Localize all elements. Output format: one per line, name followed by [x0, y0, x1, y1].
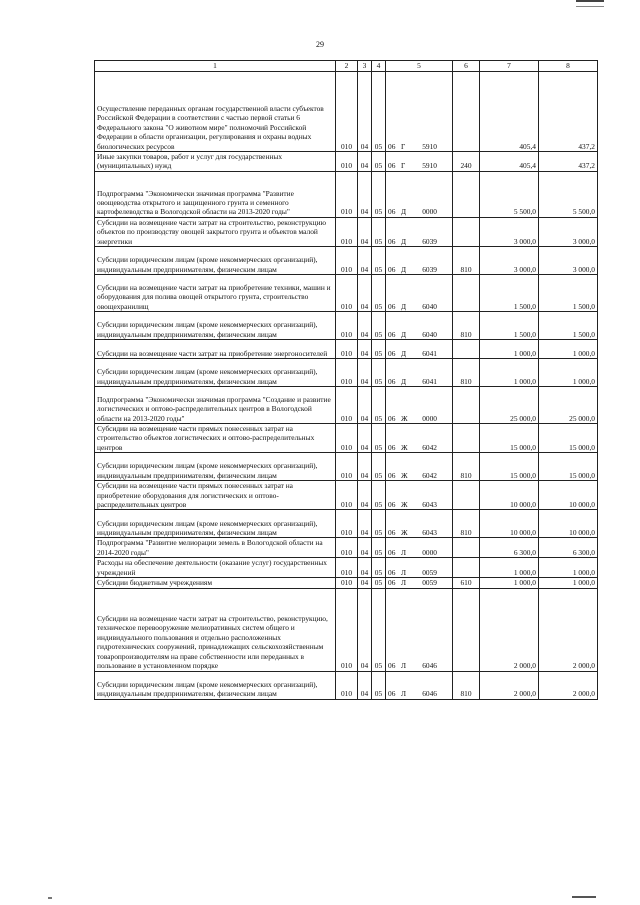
- table-row: [95, 424, 598, 453]
- amount-year-1: 3 000,0: [480, 247, 539, 275]
- table-row: [95, 588, 598, 671]
- target-article-part: Д: [401, 329, 407, 339]
- code-gp: 010: [336, 359, 358, 387]
- code-expense-type: [453, 558, 480, 578]
- column-header: 7: [480, 61, 539, 72]
- target-article-part: 06: [388, 567, 396, 577]
- amount-year-1: 15 000,0: [480, 424, 539, 453]
- amount-year-1: 1 500,0: [480, 312, 539, 340]
- code-gp: 010: [336, 510, 358, 538]
- amount-year-2: 5 500,0: [539, 171, 598, 217]
- row-name: Субсидии на возмещение части прямых понесенных затрат на приобретение оборудования для логистических и оптово-распределительных центров: [95, 481, 336, 510]
- amount-year-2: 1 000,0: [539, 578, 598, 588]
- code-section: 04: [358, 424, 372, 453]
- code-target-article: [386, 588, 453, 671]
- code-expense-type: [453, 588, 480, 671]
- target-article-part: 06: [388, 547, 396, 557]
- table-row: [95, 217, 598, 246]
- target-article-part: 6042: [422, 470, 437, 480]
- target-article-part: 06: [388, 141, 396, 151]
- scan-artifact-dot: [48, 897, 52, 899]
- target-article-part: Ж: [401, 528, 408, 538]
- table-row: [95, 312, 598, 340]
- target-article-part: 0000: [422, 413, 437, 423]
- column-header: 5: [386, 61, 453, 72]
- code-subsection: 05: [372, 453, 386, 481]
- code-expense-type: 610: [453, 578, 480, 588]
- code-gp: 010: [336, 171, 358, 217]
- amount-year-2: 437,2: [539, 72, 598, 152]
- target-article-part: Л: [401, 689, 407, 699]
- target-article-part: 06: [388, 376, 396, 386]
- target-article-part: 6039: [422, 264, 437, 274]
- code-gp: 010: [336, 217, 358, 246]
- table-header-row: [95, 61, 598, 72]
- code-expense-type: 810: [453, 510, 480, 538]
- code-expense-type: 810: [453, 312, 480, 340]
- target-article-part: Ж: [401, 442, 408, 452]
- target-article-part: 0059: [422, 567, 437, 577]
- code-subsection: 05: [372, 171, 386, 217]
- code-expense-type: 810: [453, 671, 480, 699]
- target-article-part: 6046: [422, 661, 437, 671]
- code-subsection: 05: [372, 671, 386, 699]
- code-section: 04: [358, 171, 372, 217]
- target-article-part: Д: [401, 376, 407, 386]
- target-article-part: 06: [388, 348, 396, 358]
- code-expense-type: [453, 275, 480, 312]
- code-section: 04: [358, 247, 372, 275]
- code-expense-type: [453, 481, 480, 510]
- column-header: 4: [372, 61, 386, 72]
- table-row: [95, 453, 598, 481]
- target-article-part: Ж: [401, 470, 408, 480]
- amount-year-1: 1 000,0: [480, 359, 539, 387]
- code-expense-type: 240: [453, 152, 480, 172]
- row-name: Субсидии юридическим лицам (кроме некоммерческих организаций), индивидуальным предпринимателям, физическим лицам: [95, 510, 336, 538]
- column-header: 1: [95, 61, 336, 72]
- code-expense-type: [453, 72, 480, 152]
- target-article-part: 06: [388, 442, 396, 452]
- target-article-part: Д: [401, 348, 407, 358]
- target-article-part: 6041: [422, 348, 437, 358]
- target-article-part: 06: [388, 500, 396, 510]
- table-row: [95, 340, 598, 359]
- code-expense-type: [453, 340, 480, 359]
- target-article-part: 06: [388, 301, 396, 311]
- code-target-article: [386, 171, 453, 217]
- amount-year-1: 10 000,0: [480, 510, 539, 538]
- row-name: Иные закупки товаров, работ и услуг для государственных (муниципальных) нужд: [95, 152, 336, 172]
- code-gp: 010: [336, 387, 358, 424]
- code-target-article: [386, 424, 453, 453]
- table-row: [95, 481, 598, 510]
- code-target-article: [386, 453, 453, 481]
- row-name: Подпрограмма "Экономически значимая программа "Развитие овощеводства открытого и защищенного грунта и семенного картофелеводства в Вологодской области на 2013-2020 годы": [95, 171, 336, 217]
- code-subsection: 05: [372, 247, 386, 275]
- amount-year-2: 2 000,0: [539, 671, 598, 699]
- code-target-article: [386, 217, 453, 246]
- code-target-article: [386, 558, 453, 578]
- target-article-part: 06: [388, 264, 396, 274]
- code-subsection: 05: [372, 340, 386, 359]
- amount-year-1: 5 500,0: [480, 171, 539, 217]
- target-article-part: 06: [388, 470, 396, 480]
- code-section: 04: [358, 217, 372, 246]
- code-subsection: 05: [372, 424, 386, 453]
- code-section: 04: [358, 72, 372, 152]
- amount-year-1: 3 000,0: [480, 217, 539, 246]
- code-subsection: 05: [372, 510, 386, 538]
- row-name: Субсидии на возмещение части затрат на строительство, реконструкцию объектов по производству овощей закрытого грунта и объектов малой энергетики: [95, 217, 336, 246]
- amount-year-2: 1 000,0: [539, 359, 598, 387]
- target-article-part: Г: [401, 141, 406, 151]
- amount-year-2: 1 500,0: [539, 275, 598, 312]
- page-number: 29: [316, 40, 324, 49]
- amount-year-2: 3 000,0: [539, 247, 598, 275]
- table-body: [95, 72, 598, 700]
- row-name: Расходы на обеспечение деятельности (оказание услуг) государственных учреждений: [95, 558, 336, 578]
- scan-artifact-top: [576, 0, 604, 7]
- target-article-part: 5910: [422, 141, 437, 151]
- code-expense-type: [453, 217, 480, 246]
- amount-year-2: 1 500,0: [539, 312, 598, 340]
- code-target-article: [386, 247, 453, 275]
- code-gp: 010: [336, 152, 358, 172]
- target-article-part: Д: [401, 264, 407, 274]
- code-target-article: [386, 671, 453, 699]
- code-gp: 010: [336, 588, 358, 671]
- code-target-article: [386, 538, 453, 558]
- amount-year-2: 10 000,0: [539, 481, 598, 510]
- code-section: 04: [358, 275, 372, 312]
- amount-year-1: 25 000,0: [480, 387, 539, 424]
- code-target-article: [386, 72, 453, 152]
- table-row: [95, 152, 598, 172]
- table-row: [95, 72, 598, 152]
- code-subsection: 05: [372, 72, 386, 152]
- code-section: 04: [358, 312, 372, 340]
- amount-year-1: 405,4: [480, 152, 539, 172]
- code-target-article: [386, 152, 453, 172]
- budget-table: [94, 60, 598, 700]
- code-gp: 010: [336, 340, 358, 359]
- amount-year-2: 2 000,0: [539, 588, 598, 671]
- amount-year-2: 1 000,0: [539, 558, 598, 578]
- target-article-part: Д: [401, 207, 407, 217]
- code-gp: 010: [336, 538, 358, 558]
- target-article-part: Ж: [401, 500, 408, 510]
- amount-year-2: 6 300,0: [539, 538, 598, 558]
- target-article-part: 06: [388, 528, 396, 538]
- code-target-article: [386, 275, 453, 312]
- code-subsection: 05: [372, 481, 386, 510]
- row-name: Субсидии на возмещение части затрат на приобретение энергоносителей: [95, 340, 336, 359]
- amount-year-1: 2 000,0: [480, 588, 539, 671]
- amount-year-2: 25 000,0: [539, 387, 598, 424]
- table-row: [95, 558, 598, 578]
- target-article-part: 6040: [422, 329, 437, 339]
- code-section: 04: [358, 152, 372, 172]
- target-article-part: 06: [388, 161, 396, 171]
- code-expense-type: [453, 387, 480, 424]
- amount-year-2: 15 000,0: [539, 424, 598, 453]
- code-gp: 010: [336, 72, 358, 152]
- table-row: [95, 671, 598, 699]
- code-section: 04: [358, 671, 372, 699]
- code-subsection: 05: [372, 387, 386, 424]
- target-article-part: Л: [401, 567, 407, 577]
- code-section: 04: [358, 387, 372, 424]
- code-target-article: [386, 578, 453, 588]
- row-name: Субсидии юридическим лицам (кроме некоммерческих организаций), индивидуальным предпринимателям, физическим лицам: [95, 671, 336, 699]
- code-gp: 010: [336, 424, 358, 453]
- code-target-article: [386, 481, 453, 510]
- amount-year-2: 437,2: [539, 152, 598, 172]
- target-article-part: 0000: [422, 547, 437, 557]
- target-article-part: 6040: [422, 301, 437, 311]
- table-row: [95, 247, 598, 275]
- row-name: Субсидии юридическим лицам (кроме некоммерческих организаций), индивидуальным предпринимателям, физическим лицам: [95, 453, 336, 481]
- row-name: Субсидии на возмещение части затрат на приобретение техники, машин и оборудования для полива овощей открытого грунта, строительство овощехранилищ: [95, 275, 336, 312]
- code-section: 04: [358, 558, 372, 578]
- amount-year-1: 10 000,0: [480, 481, 539, 510]
- code-expense-type: [453, 538, 480, 558]
- code-target-article: [386, 510, 453, 538]
- code-section: 04: [358, 340, 372, 359]
- code-section: 04: [358, 538, 372, 558]
- code-section: 04: [358, 510, 372, 538]
- target-article-part: 6042: [422, 442, 437, 452]
- amount-year-2: 10 000,0: [539, 510, 598, 538]
- row-name: Субсидии юридическим лицам (кроме некоммерческих организаций), индивидуальным предпринимателям, физическим лицам: [95, 359, 336, 387]
- code-gp: 010: [336, 453, 358, 481]
- target-article-part: 06: [388, 236, 396, 246]
- amount-year-1: 1 000,0: [480, 578, 539, 588]
- column-header: 8: [539, 61, 598, 72]
- code-target-article: [386, 387, 453, 424]
- amount-year-2: 15 000,0: [539, 453, 598, 481]
- row-name: Субсидии бюджетным учреждениям: [95, 578, 336, 588]
- code-subsection: 05: [372, 359, 386, 387]
- code-target-article: [386, 312, 453, 340]
- column-header: 2: [336, 61, 358, 72]
- target-article-part: 06: [388, 329, 396, 339]
- amount-year-1: 1 000,0: [480, 558, 539, 578]
- amount-year-2: 1 000,0: [539, 340, 598, 359]
- target-article-part: 6046: [422, 689, 437, 699]
- target-article-part: 6043: [422, 500, 437, 510]
- amount-year-1: 1 500,0: [480, 275, 539, 312]
- table-row: [95, 359, 598, 387]
- column-header: 3: [358, 61, 372, 72]
- target-article-part: 06: [388, 661, 396, 671]
- amount-year-1: 6 300,0: [480, 538, 539, 558]
- target-article-part: 6039: [422, 236, 437, 246]
- amount-year-1: 2 000,0: [480, 671, 539, 699]
- code-expense-type: 810: [453, 453, 480, 481]
- code-gp: 010: [336, 247, 358, 275]
- code-gp: 010: [336, 578, 358, 588]
- table-row: [95, 171, 598, 217]
- row-name: Подпрограмма "Экономически значимая программа "Создание и развитие логистических и оптово-распределительных центров в Вологодской области на 2013-2020 годы": [95, 387, 336, 424]
- code-section: 04: [358, 481, 372, 510]
- target-article-part: Д: [401, 236, 407, 246]
- table-row: [95, 510, 598, 538]
- code-subsection: 05: [372, 538, 386, 558]
- row-name: Субсидии юридическим лицам (кроме некоммерческих организаций), индивидуальным предпринимателям, физическим лицам: [95, 247, 336, 275]
- code-section: 04: [358, 588, 372, 671]
- code-section: 04: [358, 578, 372, 588]
- table-row: [95, 387, 598, 424]
- code-expense-type: 810: [453, 247, 480, 275]
- code-gp: 010: [336, 312, 358, 340]
- table-row: [95, 275, 598, 312]
- target-article-part: Л: [401, 661, 407, 671]
- target-article-part: 06: [388, 207, 396, 217]
- target-article-part: 06: [388, 413, 396, 423]
- amount-year-1: 405,4: [480, 72, 539, 152]
- code-expense-type: [453, 424, 480, 453]
- target-article-part: 0000: [422, 207, 437, 217]
- code-target-article: [386, 340, 453, 359]
- code-gp: 010: [336, 671, 358, 699]
- code-gp: 010: [336, 481, 358, 510]
- code-section: 04: [358, 359, 372, 387]
- code-section: 04: [358, 453, 372, 481]
- code-gp: 010: [336, 275, 358, 312]
- code-subsection: 05: [372, 152, 386, 172]
- table-row: [95, 578, 598, 588]
- code-gp: 010: [336, 558, 358, 578]
- row-name: Субсидии на возмещение части затрат на строительство, реконструкцию, техническое перевооружение мелиоративных систем общего и индивидуального пользования и отдельно расположенных гидротехнических сооружений, принадлежащих сельскохозяйственным товаропроизводителям на праве собственности или переданных в пользование в установленном порядке: [95, 588, 336, 671]
- target-article-part: Г: [401, 161, 406, 171]
- target-article-part: Л: [401, 547, 407, 557]
- target-article-part: Д: [401, 301, 407, 311]
- code-subsection: 05: [372, 558, 386, 578]
- row-name: Осуществление переданных органам государственной власти субъектов Российской Федерации в соответствии с частью первой статьи 6 Федерального закона "О животном мире" полномочий Российской Федерации в области организации, регулирования и охраны водных биологических ресурсов: [95, 72, 336, 152]
- target-article-part: 06: [388, 689, 396, 699]
- scan-artifact-bottom: [572, 896, 596, 901]
- amount-year-2: 3 000,0: [539, 217, 598, 246]
- target-article-part: Ж: [401, 413, 408, 423]
- target-article-part: 6041: [422, 376, 437, 386]
- code-subsection: 05: [372, 588, 386, 671]
- amount-year-1: 15 000,0: [480, 453, 539, 481]
- column-header: 6: [453, 61, 480, 72]
- table-row: [95, 538, 598, 558]
- code-subsection: 05: [372, 217, 386, 246]
- code-target-article: [386, 359, 453, 387]
- code-subsection: 05: [372, 578, 386, 588]
- target-article-part: 5910: [422, 161, 437, 171]
- code-subsection: 05: [372, 312, 386, 340]
- target-article-part: 06: [388, 578, 396, 588]
- code-subsection: 05: [372, 275, 386, 312]
- row-name: Субсидии юридическим лицам (кроме некоммерческих организаций), индивидуальным предпринимателям, физическим лицам: [95, 312, 336, 340]
- target-article-part: Л: [401, 578, 407, 588]
- row-name: Субсидии на возмещение части прямых понесенных затрат на строительство объектов логистических и оптово-распределительных центров: [95, 424, 336, 453]
- row-name: Подпрограмма "Развитие мелиорации земель в Вологодской области на 2014-2020 годы": [95, 538, 336, 558]
- target-article-part: 6043: [422, 528, 437, 538]
- code-expense-type: [453, 171, 480, 217]
- amount-year-1: 1 000,0: [480, 340, 539, 359]
- target-article-part: 0059: [422, 578, 437, 588]
- code-expense-type: 810: [453, 359, 480, 387]
